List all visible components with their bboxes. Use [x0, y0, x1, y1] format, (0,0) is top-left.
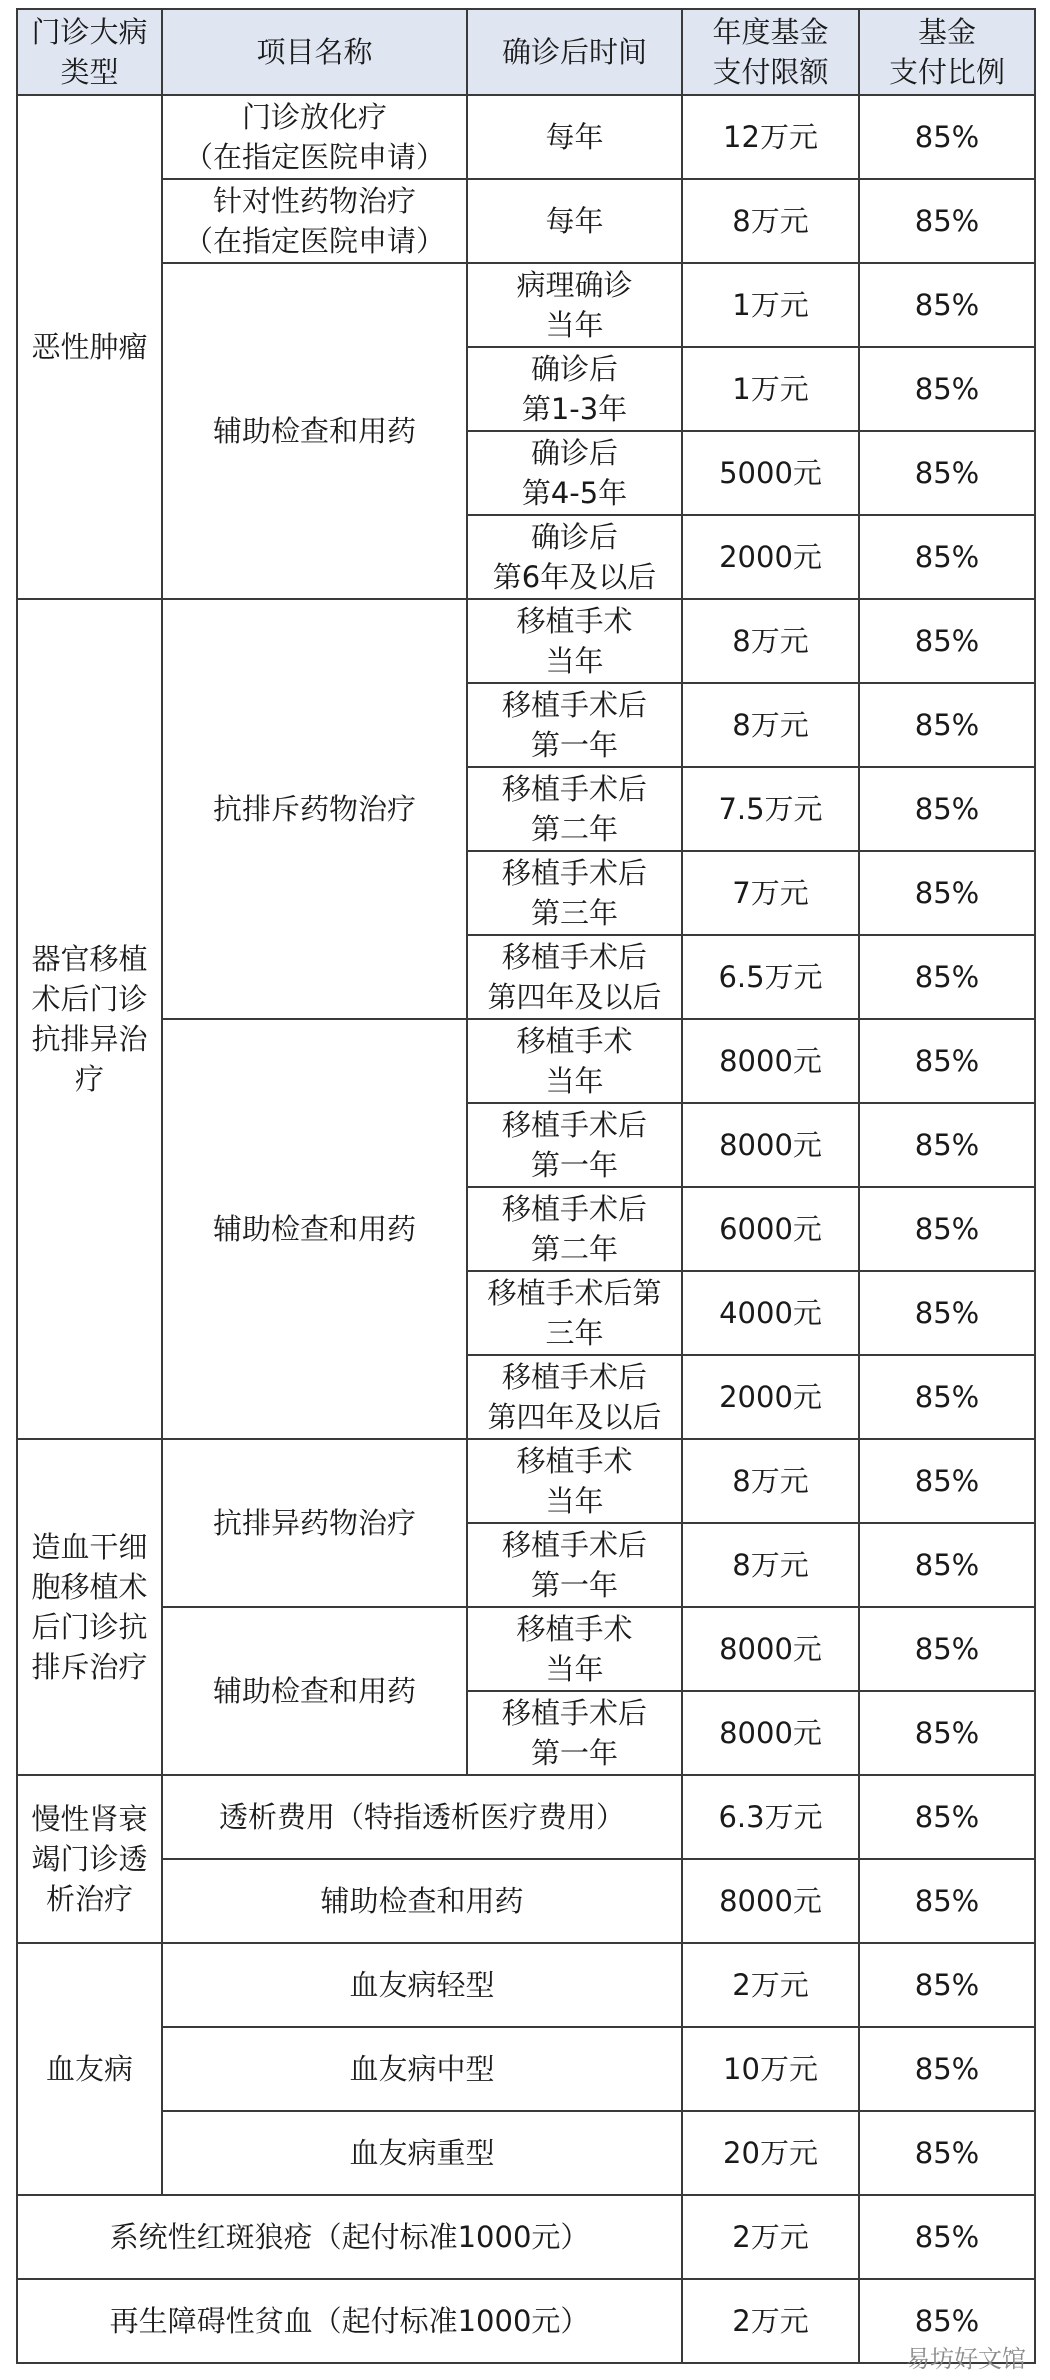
ratio-cell: 85% [859, 1271, 1035, 1355]
ratio-cell: 85% [859, 347, 1035, 431]
time-cell: 每年 [467, 179, 682, 263]
limit-cell: 12万元 [682, 95, 859, 179]
limit-cell: 20万元 [682, 2111, 859, 2195]
time-cell: 移植手术后 第一年 [467, 1523, 682, 1607]
limit-cell: 8000元 [682, 1607, 859, 1691]
table-row [17, 1607, 1035, 1691]
item-cell-anti-organ: 抗排斥药物治疗 [162, 599, 467, 1019]
table-row [17, 2279, 1035, 2363]
time-cell: 移植手术后 第一年 [467, 1691, 682, 1775]
ratio-cell: 85% [859, 2279, 1035, 2363]
type-cell-stem: 造血干细 胞移植术 后门诊抗 排斥治疗 [17, 1439, 162, 1775]
time-cell: 病理确诊 当年 [467, 263, 682, 347]
time-cell: 每年 [467, 95, 682, 179]
time-cell: 移植手术后 第四年及以后 [467, 1355, 682, 1439]
time-cell: 移植手术后 第一年 [467, 1103, 682, 1187]
table-row [17, 263, 1035, 347]
time-cell: 移植手术 当年 [467, 1439, 682, 1523]
limit-cell: 6.3万元 [682, 1775, 859, 1859]
ratio-cell: 85% [859, 263, 1035, 347]
item-cell-aux-tumor: 辅助检查和用药 [162, 263, 467, 599]
ratio-cell: 85% [859, 851, 1035, 935]
time-cell: 移植手术后 第三年 [467, 851, 682, 935]
coverage-table-container [16, 8, 1034, 2364]
table-row [17, 2027, 1035, 2111]
limit-cell: 1万元 [682, 263, 859, 347]
ratio-cell: 85% [859, 935, 1035, 1019]
limit-cell: 2万元 [682, 2195, 859, 2279]
ratio-cell: 85% [859, 1187, 1035, 1271]
ratio-cell: 85% [859, 515, 1035, 599]
limit-cell: 8万元 [682, 683, 859, 767]
limit-cell: 8万元 [682, 1523, 859, 1607]
ratio-cell: 85% [859, 1607, 1035, 1691]
limit-cell: 2万元 [682, 1943, 859, 2027]
table-row [17, 179, 1035, 263]
item-cell: 血友病轻型 [162, 1943, 682, 2027]
time-cell: 移植手术 当年 [467, 1607, 682, 1691]
header-time: 确诊后时间 [467, 9, 682, 95]
limit-cell: 8000元 [682, 1103, 859, 1187]
table-row [17, 95, 1035, 179]
limit-cell: 6000元 [682, 1187, 859, 1271]
item-cell: 血友病中型 [162, 2027, 682, 2111]
ratio-cell: 85% [859, 1775, 1035, 1859]
ratio-cell: 85% [859, 1355, 1035, 1439]
time-cell: 移植手术后第 三年 [467, 1271, 682, 1355]
time-cell: 移植手术 当年 [467, 599, 682, 683]
limit-cell: 8万元 [682, 179, 859, 263]
ratio-cell: 85% [859, 2027, 1035, 2111]
table-row [17, 1019, 1035, 1103]
coverage-table [16, 8, 1036, 2364]
ratio-cell: 85% [859, 767, 1035, 851]
limit-cell: 2000元 [682, 515, 859, 599]
limit-cell: 8000元 [682, 1019, 859, 1103]
ratio-cell: 85% [859, 179, 1035, 263]
limit-cell: 8000元 [682, 1691, 859, 1775]
ratio-cell: 85% [859, 431, 1035, 515]
limit-cell: 7万元 [682, 851, 859, 935]
item-cell: 血友病重型 [162, 2111, 682, 2195]
item-cell: 门诊放化疗 （在指定医院申请） [162, 95, 467, 179]
ratio-cell: 85% [859, 1691, 1035, 1775]
ratio-cell: 85% [859, 1859, 1035, 1943]
header-limit: 年度基金 支付限额 [682, 9, 859, 95]
table-row [17, 1439, 1035, 1523]
ratio-cell: 85% [859, 683, 1035, 767]
ratio-cell: 85% [859, 2195, 1035, 2279]
item-cell: 透析费用（特指透析医疗费用） [162, 1775, 682, 1859]
header-item: 项目名称 [162, 9, 467, 95]
limit-cell: 4000元 [682, 1271, 859, 1355]
limit-cell: 8000元 [682, 1859, 859, 1943]
table-row [17, 2195, 1035, 2279]
ratio-cell: 85% [859, 1523, 1035, 1607]
item-cell: 针对性药物治疗 （在指定医院申请） [162, 179, 467, 263]
limit-cell: 5000元 [682, 431, 859, 515]
item-cell-anemia: 再生障碍性贫血（起付标准1000元） [17, 2279, 682, 2363]
limit-cell: 8万元 [682, 599, 859, 683]
limit-cell: 8万元 [682, 1439, 859, 1523]
limit-cell: 7.5万元 [682, 767, 859, 851]
limit-cell: 2000元 [682, 1355, 859, 1439]
item-cell-lupus: 系统性红斑狼疮（起付标准1000元） [17, 2195, 682, 2279]
type-cell-tumor: 恶性肿瘤 [17, 95, 162, 599]
limit-cell: 2万元 [682, 2279, 859, 2363]
ratio-cell: 85% [859, 1439, 1035, 1523]
item-cell: 辅助检查和用药 [162, 1859, 682, 1943]
ratio-cell: 85% [859, 1103, 1035, 1187]
ratio-cell: 85% [859, 1019, 1035, 1103]
type-cell-kidney: 慢性肾衰 竭门诊透 析治疗 [17, 1775, 162, 1943]
time-cell: 移植手术后 第二年 [467, 1187, 682, 1271]
ratio-cell: 85% [859, 2111, 1035, 2195]
type-cell-organ: 器官移植 术后门诊 抗排异治 疗 [17, 599, 162, 1439]
item-cell-anti-stem: 抗排异药物治疗 [162, 1439, 467, 1607]
limit-cell: 10万元 [682, 2027, 859, 2111]
header-ratio: 基金 支付比例 [859, 9, 1035, 95]
type-cell-hemophilia: 血友病 [17, 1943, 162, 2195]
ratio-cell: 85% [859, 599, 1035, 683]
ratio-cell: 85% [859, 1943, 1035, 2027]
table-row [17, 1859, 1035, 1943]
limit-cell: 6.5万元 [682, 935, 859, 1019]
table-row [17, 599, 1035, 683]
table-row [17, 1943, 1035, 2027]
time-cell: 移植手术 当年 [467, 1019, 682, 1103]
time-cell: 确诊后 第1-3年 [467, 347, 682, 431]
item-cell-aux-stem: 辅助检查和用药 [162, 1607, 467, 1775]
time-cell: 确诊后 第6年及以后 [467, 515, 682, 599]
ratio-cell: 85% [859, 95, 1035, 179]
time-cell: 移植手术后 第一年 [467, 683, 682, 767]
header-type: 门诊大病 类型 [17, 9, 162, 95]
item-cell-aux-organ: 辅助检查和用药 [162, 1019, 467, 1439]
table-row [17, 1775, 1035, 1859]
header-row [17, 9, 1035, 95]
time-cell: 移植手术后 第四年及以后 [467, 935, 682, 1019]
time-cell: 移植手术后 第二年 [467, 767, 682, 851]
watermark-text: 易坊好文馆 [906, 2345, 1026, 2373]
time-cell: 确诊后 第4-5年 [467, 431, 682, 515]
table-row [17, 2111, 1035, 2195]
limit-cell: 1万元 [682, 347, 859, 431]
